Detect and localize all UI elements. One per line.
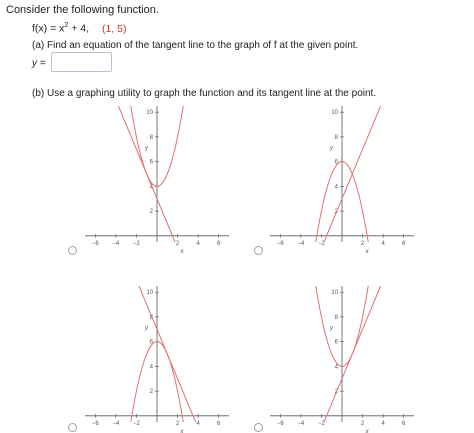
function-exponent: 2	[64, 22, 69, 29]
y-tick-label: 8	[334, 314, 338, 321]
y-tick-label: 6	[334, 159, 338, 166]
y-tick-label: 8	[334, 134, 338, 141]
x-tick-label: 4	[381, 240, 385, 247]
x-tick-label: 2	[175, 240, 180, 247]
y-tick-label: 4	[334, 364, 338, 371]
y-tick-label: 10	[331, 290, 338, 297]
x-tick-label: −6	[91, 240, 99, 247]
x-tick-label: 4	[196, 240, 200, 247]
y-tick-label: 4	[149, 184, 153, 191]
y-tick-label: 4	[149, 364, 153, 371]
function-text: f(x) = x	[32, 22, 65, 35]
graph-option-3-radio[interactable]	[68, 423, 77, 432]
given-point: (1, 5)	[101, 22, 127, 35]
y-axis-label: y	[145, 325, 148, 332]
y-tick-label: 2	[149, 209, 153, 216]
x-tick-label: 2	[175, 420, 180, 427]
y-tick-label: 10	[146, 290, 153, 297]
y-tick-label: 2	[334, 389, 338, 396]
x-tick-label: 4	[196, 420, 200, 427]
x-tick-label: 6	[402, 420, 406, 427]
x-axis-label: x	[365, 248, 369, 255]
y-tick-label: 2	[149, 389, 153, 396]
x-tick-label: −4	[297, 420, 305, 427]
x-tick-label: 6	[217, 240, 221, 247]
tangent-answer-value	[52, 58, 55, 69]
graph-option-4-radio[interactable]	[254, 423, 263, 432]
x-tick-label: −6	[91, 420, 99, 427]
y-axis-label: y	[330, 325, 333, 332]
graph-option-1-radio[interactable]	[68, 246, 77, 255]
x-tick-label: −6	[276, 240, 284, 247]
x-tick-label: 6	[402, 240, 406, 247]
y-tick-label: 6	[149, 339, 153, 346]
x-axis-label: x	[365, 428, 369, 433]
part-b-label: (b) Use a graphing utility to graph the function and its tangent line at the point.	[32, 88, 377, 99]
y-tick-label: 6	[149, 159, 153, 166]
y-tick-label: 10	[146, 110, 153, 117]
x-tick-label: 2	[360, 240, 365, 247]
function-rest: + 4,	[68, 22, 90, 35]
y-tick-label: 8	[149, 314, 153, 321]
x-tick-label: −6	[276, 420, 284, 427]
y-tick-label: 6	[334, 339, 338, 346]
x-tick-label: 4	[381, 420, 385, 427]
answer-label: y =	[32, 58, 46, 69]
y-tick-label: 10	[331, 110, 338, 117]
x-axis-label: x	[180, 248, 184, 255]
y-tick-label: 8	[149, 134, 153, 141]
tangent-answer-input[interactable]	[51, 52, 112, 72]
graph-option-2-radio[interactable]	[254, 246, 263, 255]
part-a-label: (a) Find an equation of the tangent line to the graph of f at the given point.	[32, 40, 359, 51]
y-axis-label: y	[330, 145, 333, 152]
x-tick-label: 6	[217, 420, 221, 427]
x-tick-label: −4	[112, 420, 120, 427]
x-tick-label: −4	[112, 240, 120, 247]
x-tick-label: −2	[318, 240, 325, 247]
question-prompt: Consider the following function.	[6, 4, 159, 16]
x-tick-label: −4	[297, 240, 305, 247]
y-tick-label: 4	[334, 184, 338, 191]
graph-option-4	[270, 286, 414, 433]
x-tick-label: −2	[318, 420, 325, 427]
graph-option-3	[85, 286, 229, 433]
x-axis-label: x	[180, 428, 184, 433]
function-definition	[32, 22, 126, 35]
x-tick-label: 2	[360, 420, 365, 427]
y-tick-label: 2	[334, 209, 338, 216]
y-axis-label: y	[145, 145, 148, 152]
graph-option-1	[85, 106, 229, 255]
x-tick-label: −2	[133, 240, 140, 247]
graph-option-2	[270, 106, 414, 255]
x-tick-label: −2	[133, 420, 140, 427]
